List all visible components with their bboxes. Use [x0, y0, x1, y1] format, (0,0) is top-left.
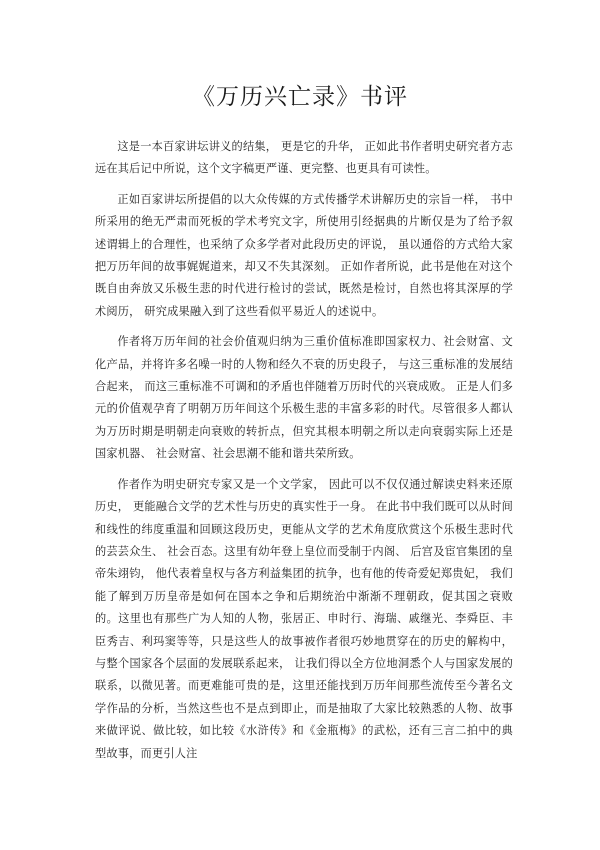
paragraph-4: 作者作为明史研究专家又是一个文学家， 因此可以不仅仅通过解读史料来还原历史， 更能融合文学的艺术性与历史的真实性于一身。 在此书中我们既可以从时间和线性的纬度重温和回顾这段历史，更能从文学的艺术角度欣赏这个乐极生悲时代的芸芸众生、 社会百态。这里有幼年登上皇位而受制于内阁、 后宫及宦官集团的皇帝朱翊钧， 他代表着皇权与各方利益集团的抗争，也有他的传奇爱妃郑贵妃， 我们能了解到万历皇帝是如何在国本之争和后期统治中渐渐不理朝政，促其国之衰败的。这里也有那些广为人知的人物，张居正、申时行、海瑞、戚继光、李舜臣、丰臣秀吉、利玛窦等等，只是这些人的故事被作者很巧妙地贯穿在的历史的解构中，与整个国家各个层面的发展联系起来， 让我们得以全方位地洞悉个人与国家发展的联系，以微见著。而更难能可贵的是，这里还能找到万历年间那些流传至今著名文学作品的分析，当然这些也不是点到即止，而是抽取了大家比较熟悉的人物、故事来做评说、做比较，如比较《水浒传》和《金瓶梅》的武松，还有三言二拍中的典型故事，而更引人注 — [95, 477, 513, 760]
paragraph-3: 作者将万历年间的社会价值观归纳为三重价值标准即国家权力、社会财富、文化产品，并将许多名噪一时的人物和经久不衰的历史段子， 与这三重标准的发展结合起来， 而这三重标准不可调和的矛盾也伴随着万历时代的兴衰成败。 正是人们多元的价值观孕育了明朝万历年间这个乐极生悲的丰富多彩的时代。尽管很多人都认为万历时期是明朝走向衰败的转折点，但究其根本明朝之所以走向衰弱实际上还是国家机器、 社会财富、社会思潮不能和谐共荣所致。 — [95, 335, 513, 461]
page-title: 《万历兴亡录》书评 — [192, 84, 408, 110]
article-body — [95, 136, 513, 773]
paragraph-1: 这是一本百家讲坛讲义的结集， 更是它的升华， 正如此书作者明史研究者方志远在其后记中所说，这个文字稿更严谨、更完整、也更具有可读性。 — [95, 140, 513, 176]
paragraph-2: 正如百家讲坛所提倡的以大众传媒的方式传播学术讲解历史的宗旨一样， 书中所采用的绝无严肃而死板的学术考究文字，所使用引经据典的片断仅是为了给予叙述谓辑上的合理性，也采纳了众多学者对此段历史的评说， 虽以通俗的方式给大家把万历年间的故事娓娓道来，却又不失其深刻。 正如作者所说，此书是他在对这个既自由奔放又乐极生悲的时代进行检讨的尝试，既然是检讨，自然也将其深厚的学术阅历， 研究成果融入到了这些看似平易近人的述说中。 — [95, 192, 513, 318]
